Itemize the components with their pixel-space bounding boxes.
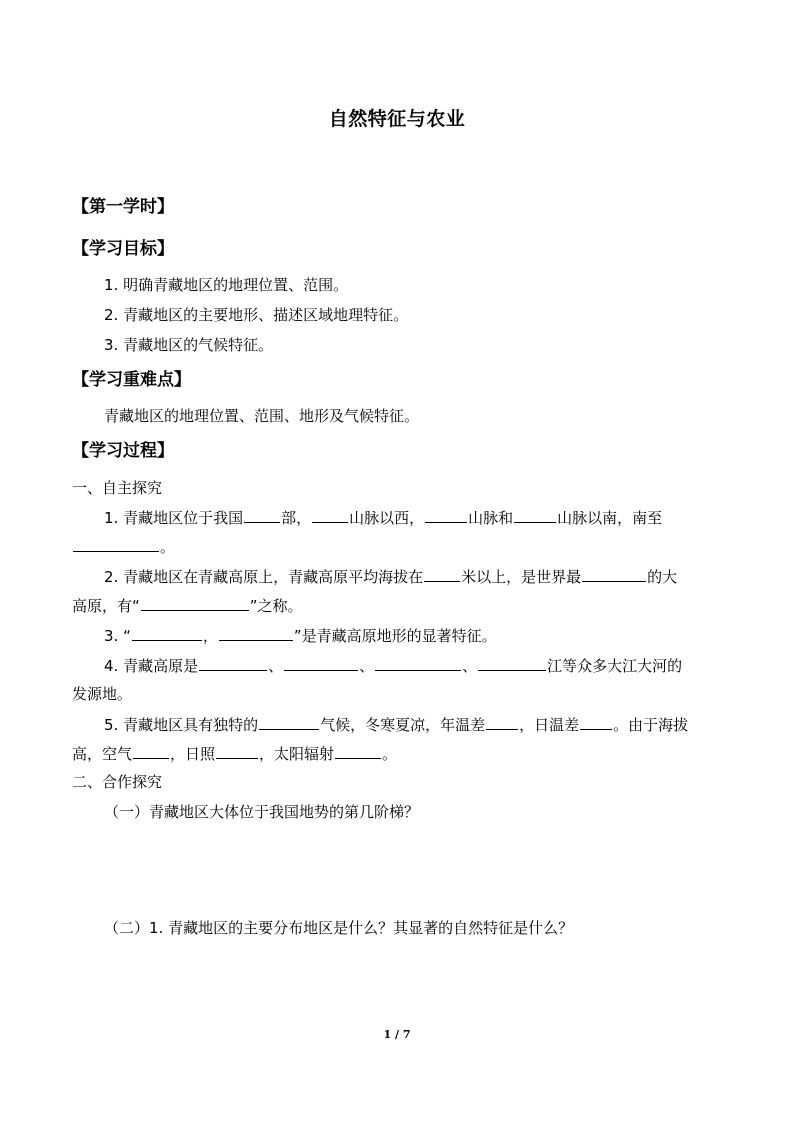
q1-blank-2[interactable]: [312, 507, 348, 523]
q5-text-h: 。: [382, 745, 398, 763]
q1-text-b: 部，: [281, 509, 312, 527]
q3-text-c: ”是青藏高原地形的显著特征。: [293, 627, 497, 645]
q2-blank-1[interactable]: [424, 566, 460, 582]
q5-blank-1[interactable]: [259, 714, 319, 730]
q4-text-a: 4. 青藏高原是: [104, 657, 199, 675]
cooperative-question-1: （一）青藏地区大体位于我国地势的第几阶梯？: [104, 803, 420, 821]
q3-blank-2[interactable]: [219, 625, 293, 641]
q5-text-f: ，日照: [170, 745, 216, 763]
q5-blank-5[interactable]: [216, 743, 258, 759]
q4-text-b: 、: [268, 657, 284, 675]
q3-blank-1[interactable]: [132, 625, 202, 641]
q5-text-e: 高，空气: [72, 745, 133, 763]
q2-blank-3[interactable]: [141, 595, 249, 611]
question-4-line2: 发源地。: [72, 685, 133, 703]
q2-text-b: 米以上，是世界最: [461, 568, 582, 586]
q5-text-a: 5. 青藏地区具有独特的: [104, 716, 259, 734]
process-heading: 【学习过程】: [72, 441, 174, 461]
objective-item-1: 1. 明确青藏地区的地理位置、范围。: [104, 276, 349, 294]
objective-item-2: 2. 青藏地区的主要地形、描述区域地理特征。: [104, 306, 409, 324]
q4-blank-1[interactable]: [199, 655, 267, 671]
q4-text-e: 江等众多大江大河的: [547, 657, 683, 675]
document-title: 自然特征与农业: [328, 108, 466, 130]
q5-blank-3[interactable]: [580, 714, 612, 730]
q2-text-e: ”之称。: [249, 597, 303, 615]
q1-blank-4[interactable]: [514, 507, 556, 523]
question-2-line2: [72, 595, 303, 616]
objectives-heading: 【学习目标】: [72, 239, 174, 259]
question-5-line2: [72, 743, 397, 764]
q4-blank-3[interactable]: [375, 655, 461, 671]
q4-blank-2[interactable]: [284, 655, 358, 671]
q2-text-d: 高原，有“: [72, 597, 140, 615]
q5-blank-4[interactable]: [133, 743, 169, 759]
q4-text-c: 、: [359, 657, 375, 675]
q1-blank-1[interactable]: [244, 507, 280, 523]
part1-title: 一、自主探究: [72, 479, 163, 497]
question-5-line1: [104, 714, 688, 735]
q3-text-b: ，: [202, 627, 218, 645]
page-number: 1 / 7: [383, 1028, 411, 1041]
q5-text-c: ，日温差: [519, 716, 580, 734]
q5-text-b: 气候，冬寒夏凉，年温差: [320, 716, 486, 734]
q1-text-e: 山脉以南，南至: [557, 509, 663, 527]
question-1-line1: [104, 507, 662, 528]
q4-blank-4[interactable]: [478, 655, 546, 671]
q2-text-a: 2. 青藏地区在青藏高原上，青藏高原平均海拔在: [104, 568, 424, 586]
q3-text-a: 3. “: [104, 627, 131, 645]
key-points-text: 青藏地区的地理位置、范围、地形及气候特征。: [104, 407, 420, 425]
question-2-line1: [104, 566, 677, 587]
q2-text-c: 的大: [647, 568, 678, 586]
q1-blank-5[interactable]: [73, 536, 159, 552]
q5-text-d: 。由于海拔: [613, 716, 689, 734]
q1-text-a: 1. 青藏地区位于我国: [104, 509, 244, 527]
objective-item-3: 3. 青藏地区的气候特征。: [104, 336, 274, 354]
q1-text-d: 山脉和: [468, 509, 514, 527]
section-period-heading: 【第一学时】: [72, 197, 174, 217]
key-points-heading: 【学习重难点】: [72, 370, 191, 390]
q5-blank-6[interactable]: [335, 743, 381, 759]
q1-text-c: 山脉以西，: [349, 509, 425, 527]
q1-text-f: 。: [160, 538, 176, 556]
q5-text-g: ，太阳辐射: [259, 745, 335, 763]
part2-title: 二、合作探究: [72, 773, 163, 791]
q5-blank-2[interactable]: [486, 714, 518, 730]
question-4-line1: [104, 655, 682, 676]
q1-blank-3[interactable]: [425, 507, 467, 523]
q4-text-d: 、: [462, 657, 478, 675]
cooperative-question-2: （二）1. 青藏地区的主要分布地区是什么？其显著的自然特征是什么？: [104, 919, 574, 937]
question-1-line2: [72, 536, 175, 557]
question-3: [104, 625, 497, 646]
q2-blank-2[interactable]: [582, 566, 646, 582]
